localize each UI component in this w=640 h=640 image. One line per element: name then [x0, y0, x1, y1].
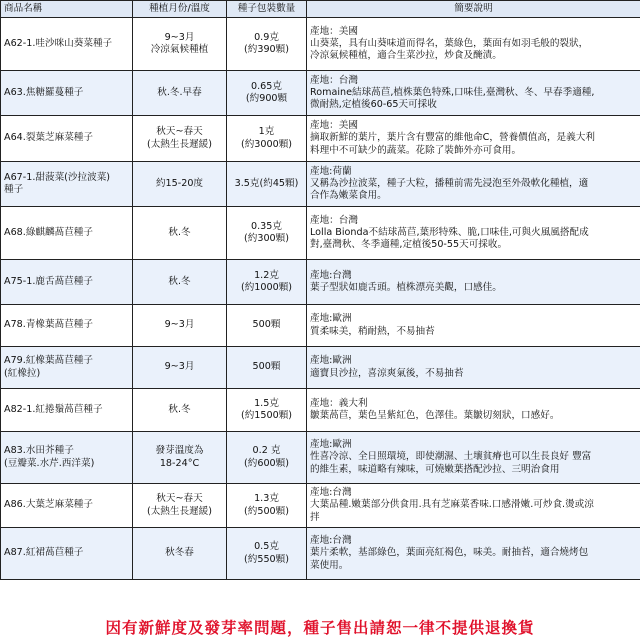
season-cell: [133, 305, 227, 347]
season-cell: [133, 432, 227, 484]
product-name-cell-line: 種子: [4, 184, 24, 195]
product-name-cell-line: A83.水田芥種子: [4, 445, 74, 457]
quantity-cell-line: (約300顆): [244, 233, 289, 244]
product-name-cell-line: A82-1.紅捲鬚萵苣種子: [4, 403, 103, 415]
quantity-cell-line: 0.65克: [251, 80, 282, 92]
description-cell-line: 皺葉萵苣，葉色呈紫紅色，色澤佳。葉皺切刻狀，口感好。: [310, 410, 560, 421]
season-cell: [133, 347, 227, 389]
table-row: [1, 389, 640, 432]
quantity-cell-line: (約900顆: [245, 93, 288, 104]
description-cell-line: 摘取新鮮的葉片，葉片含有豐富的維他命C，營養價值高，是義大利: [310, 132, 595, 144]
description-cell-line: 微耐熱,定植後60-65天可採收: [310, 99, 437, 111]
table-row: [1, 207, 640, 260]
description-cell-line: 的維生素，味道略有辣味，可燒嫩葉搭配沙拉、三明治食用: [310, 463, 560, 475]
product-name-cell-line: A64.裂葉芝麻菜種子: [4, 132, 93, 144]
quantity-cell-line: 0.9克: [254, 31, 279, 43]
description-cell-line: Romaine結球萵苣,植株葉色特殊,口味佳,臺灣秋、冬、早春季適種,: [310, 86, 595, 98]
table-row: [1, 162, 640, 207]
table-row: [1, 347, 640, 389]
description-cell: [307, 71, 640, 116]
product-name-cell-line: A79.紅橡葉萵苣種子: [4, 355, 93, 367]
description-cell-line: 大葉品種.嫩葉部分供食用.具有芝麻菜香味.口感滑嫩.可炒食.燙或涼: [310, 499, 594, 511]
quantity-cell-line: (約550顆): [244, 553, 289, 565]
quantity-cell: [227, 116, 307, 162]
description-cell: [307, 207, 640, 260]
quantity-cell: [227, 305, 307, 347]
quantity-cell-line: 0.35克: [251, 220, 282, 232]
no-return-notice: 因有新鮮度及發芽率問題，種子售出請恕一律不提供退換貨: [105, 618, 535, 637]
product-name-cell-line: A78.青橡葉萵苣種子: [4, 319, 93, 331]
description-cell-line: 產地：美國: [310, 25, 358, 37]
description-cell-line: 產地：美國: [310, 120, 358, 132]
description-cell-line: 料理中不可缺少的蔬菜。花除了裝飾外亦可食用。: [310, 144, 522, 156]
product-name-cell: [1, 260, 133, 305]
product-name-cell: [1, 18, 133, 71]
product-name-cell-line: (紅橡拉): [4, 367, 41, 379]
season-cell-line: 9~3月: [164, 319, 195, 331]
quantity-cell-line: 1.3克: [254, 493, 279, 505]
description-cell-line: 產地：義大利: [310, 397, 368, 409]
product-name-cell: [1, 207, 133, 260]
product-name-cell-line: A68.綠麒麟萵苣種子: [4, 226, 93, 238]
product-name-cell: [1, 162, 133, 207]
quantity-cell: [227, 389, 307, 432]
description-cell-line: 又稱為沙拉波菜，種子大粒，播種前需先浸泡至外殼軟化種植，適: [310, 177, 589, 189]
product-name-cell: [1, 116, 133, 162]
quantity-cell-line: (約600顆): [244, 457, 289, 469]
season-cell-line: 秋天~春天: [156, 126, 203, 138]
quantity-cell-line: (約390顆): [244, 44, 289, 55]
description-cell-line: 產地:台灣: [310, 269, 352, 281]
product-name-cell-line: A87.紅裙萵苣種子: [4, 547, 84, 559]
quantity-cell-line: 500顆: [252, 361, 281, 373]
season-cell-line: 9~3月: [164, 361, 195, 373]
description-cell: [307, 162, 640, 207]
header-season: 種植月份/溫度: [133, 1, 227, 18]
season-cell: [133, 528, 227, 580]
description-cell-line: 產地：台灣: [310, 74, 358, 86]
description-cell: [307, 18, 640, 71]
description-cell: [307, 116, 640, 162]
product-name-cell-line: A67-1.甜菠菜(沙拉波菜): [4, 171, 111, 183]
description-cell-line: 產地:台灣: [310, 487, 352, 499]
description-cell-line: 菜使用。: [310, 559, 349, 571]
quantity-cell: [227, 528, 307, 580]
season-cell: [133, 389, 227, 432]
description-cell-line: 對,臺灣秋、冬季適種,定植後50-55天可採收。: [310, 239, 508, 251]
season-cell: [133, 162, 227, 207]
season-cell-line: (太熱生長遲緩): [146, 138, 213, 150]
quantity-cell-line: (約1000顆): [240, 282, 293, 293]
table-row: [1, 432, 640, 484]
season-cell-line: 18-24°C: [159, 457, 200, 469]
description-cell-line: 葉片柔軟，基部綠色，葉面亮紅褐色，味美。耐抽苔，適合燒烤包: [310, 547, 589, 559]
season-cell: [133, 484, 227, 528]
product-name-cell-line: A63.焦糖羅蔓種子: [4, 86, 84, 98]
quantity-cell: [227, 260, 307, 305]
table-row: [1, 528, 640, 580]
table-body: [1, 18, 640, 580]
product-name-cell: [1, 389, 133, 432]
product-name-cell-line: A75-1.鹿舌萵苣種子: [4, 275, 93, 287]
quantity-cell-line: 1克: [258, 126, 275, 138]
product-name-cell: [1, 71, 133, 116]
description-cell-line: 葉子型狀如鹿舌頭。植株漂亮美觀，口感佳。: [310, 282, 502, 293]
description-cell: [307, 305, 640, 347]
quantity-cell-line: 1.5克: [254, 397, 279, 409]
season-cell-line: 秋天~春天: [156, 493, 203, 505]
description-cell: [307, 432, 640, 484]
season-cell-line: 冷涼氣候種植: [150, 44, 209, 55]
season-cell-line: 9~3月: [164, 31, 195, 43]
season-cell-line: 秋冬春: [165, 547, 194, 559]
description-cell-line: 山葵菜，具有山葵味道而得名，葉綠色，葉面有如羽毛般的裂狀，: [310, 37, 589, 49]
season-cell-line: 秋.冬: [168, 275, 191, 287]
description-cell-line: Lolla Bionda不結球萵苣,葉形特殊、脆,口味佳,可與火風風搭配成: [310, 226, 589, 238]
product-name-cell: [1, 528, 133, 580]
header-product-name: 商品名稱: [1, 1, 133, 18]
season-cell-line: 約15-20度: [155, 177, 204, 189]
description-cell: [307, 260, 640, 305]
quantity-cell-line: (約500顆): [244, 505, 289, 517]
season-cell: [133, 260, 227, 305]
quantity-cell: [227, 18, 307, 71]
quantity-cell-line: (約1500顆): [240, 410, 293, 421]
season-cell: [133, 71, 227, 116]
header-quantity: 種子包裝數量: [227, 1, 307, 18]
table-row: [1, 260, 640, 305]
quantity-cell: [227, 432, 307, 484]
quantity-cell: [227, 207, 307, 260]
product-name-cell-line: (豆瓣菜.水芹.西洋菜): [4, 457, 95, 469]
description-cell-line: 拌: [310, 511, 320, 523]
description-cell-line: 合作為嫩菜食用。: [310, 190, 387, 202]
quantity-cell-line: (約3000顆): [240, 138, 293, 150]
description-cell-line: 產地：台灣: [310, 214, 358, 226]
season-cell-line: (太熱生長遲緩): [146, 505, 213, 517]
description-cell-line: 性喜冷涼、全日照環境，即使潮濕、土壤貧瘠也可以生長良好 豐富: [310, 451, 592, 463]
product-name-cell: [1, 432, 133, 484]
product-name-cell-line: A86.大葉芝麻菜種子: [4, 499, 93, 511]
product-name-cell: [1, 347, 133, 389]
table-row: [1, 116, 640, 162]
description-cell: [307, 484, 640, 528]
quantity-cell: [227, 162, 307, 207]
product-name-cell-line: A62-1.哇沙咪山葵菜種子: [4, 37, 113, 49]
quantity-cell-line: 1.2克: [254, 269, 279, 281]
quantity-cell: [227, 347, 307, 389]
season-cell: [133, 116, 227, 162]
table-header-row: [1, 1, 640, 18]
season-cell: [133, 18, 227, 71]
quantity-cell: [227, 71, 307, 116]
description-cell-line: 冷涼氣候種植，適合生菜沙拉，炒食及醃漬。: [310, 50, 502, 62]
quantity-cell-line: 500顆: [252, 319, 281, 331]
season-cell-line: 秋.冬: [168, 226, 191, 238]
quantity-cell-line: 3.5克(約45顆): [234, 177, 299, 189]
season-cell-line: 秋.冬: [168, 403, 191, 415]
header-description: 簡要說明: [307, 1, 640, 18]
description-cell-line: 產地:台灣: [310, 535, 352, 547]
description-cell-line: 質柔味美，稍耐熱，不易抽苔: [310, 325, 435, 337]
description-cell-line: 產地:歐洲: [310, 439, 352, 451]
season-cell-line: 秋.冬.早春: [157, 86, 202, 98]
description-cell-line: 產地:歐洲: [310, 313, 352, 325]
season-cell: [133, 207, 227, 260]
description-cell: [307, 347, 640, 389]
quantity-cell: [227, 484, 307, 528]
table-row: [1, 305, 640, 347]
description-cell: [307, 528, 640, 580]
description-cell: [307, 389, 640, 432]
table-row: [1, 71, 640, 116]
season-cell-line: 發芽溫度為: [155, 445, 204, 457]
table-row: [1, 18, 640, 71]
product-name-cell: [1, 484, 133, 528]
description-cell-line: 產地:荷蘭: [310, 165, 352, 177]
table-row: [1, 484, 640, 528]
description-cell-line: 產地:歐洲: [310, 355, 352, 367]
product-name-cell: [1, 305, 133, 347]
description-cell-line: 適寶貝沙拉，喜涼爽氣後，不易抽苔: [310, 367, 464, 379]
quantity-cell-line: 0.5克: [254, 541, 279, 553]
quantity-cell-line: 0.2 克: [252, 445, 281, 457]
